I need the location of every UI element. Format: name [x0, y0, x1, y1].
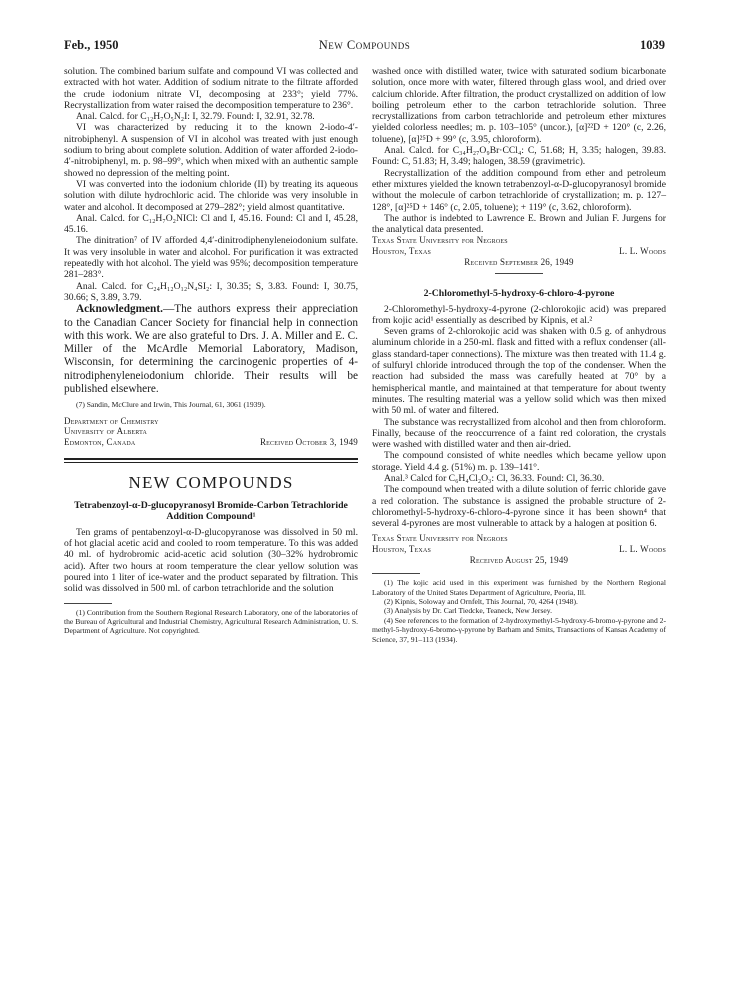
- analysis-paragraph: Anal.³ Calcd for C₆H₄Cl₂O₃: Cl, 36.33. Found: Cl, 36.30.: [384, 472, 605, 484]
- paragraph: Recrystallization of the addition compound from ether and petroleum ether mixtures yielded the known tetrabenzoyl-α-D-glucopyranosyl bromide without the molecule of carbon tetrachloride of crystallization; m. p. 127–128°, [α]²⁵D + 146° (c, 2.05, toluene); + 119° (c, 3.62, chloroform).: [372, 167, 666, 213]
- affiliation-univ: Texas State University for Negroes: [372, 533, 508, 544]
- right-column: [372, 66, 666, 644]
- paragraph: washed once with distilled water, twice with saturated sodium bicarbonate solution, once more with water, filtered through glass wool, and dried over calcium chloride. After filtration, the product crystallized on addition of low boiling petroleum ether to the carbon tetrachloride solution. Three recrystallizations from carbon tetrachloride and petroleum ether mixtures yielded colorless needles; m. p. 103–105° (uncor.), [α]²²D + 120° (c, 2.26, toluene), [α]²⁵D + 99° (c, 3.95, chloroform).: [372, 66, 666, 145]
- analysis-paragraph: Anal. Calcd. for C₂₄H₁₂O₁₂N₄SI₂: I, 30.35; S, 3.83. Found: I, 30.75, 30.66; S, 3.89, 3.79.: [64, 280, 358, 303]
- author-name: L. L. Woods: [619, 246, 666, 257]
- separator-rule: [495, 273, 543, 274]
- paragraph: The dinitration⁷ of IV afforded 4,4′-dinitrodiphenyleneiodonium sulfate. It was very insoluble in water and alcohol. For purification it was extracted repeatedly with hot alcohol. The yield was 95%; decomposition temperature 281–283°.: [64, 235, 358, 281]
- paragraph: 2-Chloromethyl-5-hydroxy-4-pyrone (2-chlorokojic acid) was prepared from kojic acid¹ essentially as described by Kipnis, et al.²: [372, 303, 666, 326]
- affiliation-dept: Department of Chemistry: [64, 415, 159, 426]
- paragraph: The substance was recrystallized from alcohol and then from chloroform. Finally, because of the reoccurrence of a faint red coloration, the crystals were washed with distilled water and then air-dried.: [372, 416, 666, 451]
- received-date: Received August 25, 1949: [469, 554, 569, 565]
- paragraph: Ten grams of pentabenzoyl-α-D-glucopyranose was dissolved in 50 ml. of hot glacial acetic acid and cooled to room temperature. To this was added 40 ml. of hydrobromic acid-acetic acid solution (30–32% hydrobromic acid). After two hours at room temperature the clear yellow solution was poured into 1 liter of ice-water and the product separated by filtration. This solid was dissolved in 500 ml. of carbon tetrachloride and the solution: [64, 526, 358, 595]
- footnote-1: (1) Contribution from the Southern Regional Research Laboratory, one of the laboratories of the Bureau of Agricultural and Industrial Chemistry, Agricultural Research Administration, U. S. Department of Agriculture. Not copyrighted.: [64, 607, 358, 636]
- analysis-paragraph: Anal. Calcd. for C₁₂H₇O₂NICl: Cl and I, 45.16. Found: Cl and I, 45.28, 45.16.: [64, 212, 358, 236]
- issue-date: Feb., 1950: [64, 38, 119, 52]
- footnote-rule: [64, 603, 112, 604]
- affiliation-city: Houston, Texas: [372, 246, 432, 257]
- received-date: Received September 26, 1949: [464, 256, 574, 267]
- reference-7: (7) Sandin, McClure and Irwin, This Journal, 61, 3061 (1939).: [76, 400, 266, 410]
- footnote-3: (3) Analysis by Dr. Carl Tiedcke, Teaneck, New Jersey.: [384, 606, 552, 616]
- footnote-rule: [372, 573, 420, 574]
- section-rule-bottom: [64, 462, 358, 463]
- article-title: Tetrabenzoyl-α-D-glucopyranosyl Bromide-Carbon Tetrachloride Addition Compound¹: [74, 499, 348, 523]
- acknowledgment: [64, 303, 358, 396]
- section-running-title: New Compounds: [318, 38, 411, 52]
- paragraph: VI was converted into the iodonium chloride (II) by treating its aqueous solution with dilute hydrochloric acid. The chloride was very insoluble in water and alcohol. It decomposed at 279–282°; yield almost quantitative.: [64, 178, 358, 213]
- paragraph: The compound when treated with a dilute solution of ferric chloride gave a red coloration. The substance is assigned the probable structure of 2-chloromethyl-5-hydroxy-6-chloro-4-pyrone since it has been shown⁴ that several 4-pyrones are most vulnerable to attack by a halogen at position 6.: [372, 484, 666, 530]
- paragraph: The author is indebted to Lawrence E. Brown and Julian F. Jurgens for the analytical data presented.: [372, 212, 666, 236]
- footnote-4: (4) See references to the formation of 2-hydroxymethyl-5-hydroxy-6-bromo-γ-pyrone and 2-methyl-5-hydroxy-6-bromo-γ-pyrone by Barham and Smits, Transactions of Kansas Academy of Science, 37, 91–113 (1934).: [372, 615, 666, 644]
- received-date: Received October 3, 1949: [259, 436, 358, 447]
- analysis-paragraph: Anal. Calcd. for C₁₂H₇O₅N₂I: I, 32.79. Found: I, 32.91, 32.78.: [76, 111, 315, 123]
- affiliation-block: [372, 533, 666, 565]
- affiliation-block: [64, 416, 358, 448]
- article-title: 2-Chloromethyl-5-hydroxy-6-chloro-4-pyrone: [423, 288, 615, 300]
- affiliation-city: Edmonton, Canada: [64, 436, 136, 447]
- affiliation-block: [372, 235, 666, 267]
- affiliation-city: Houston, Texas: [372, 544, 432, 555]
- section-rule-top: [64, 458, 358, 460]
- running-head: [64, 38, 665, 54]
- paragraph: Seven grams of 2-chlorokojic acid was shaken with 0.5 g. of anhydrous aluminum chloride in a 250-ml. flask and fitted with a reflux condenser (all-glass standard-taper connections). The mixture was then treated with 11.4 g. of sulfuryl chloride introduced through the top of the condenser. When the reaction had subsided the mass was carefully heated at 70° by a hemispherical mantle, and maintained at that temperature for about twenty minutes. The resulting material was a yellow solid which was then mixed with 50 ml. of water and filtered.: [372, 326, 666, 417]
- section-title: NEW COMPOUNDS: [128, 472, 294, 492]
- paragraph: VI was characterized by reducing it to the known 2-iodo-4′-nitrobiphenyl. A suspension of VI in alcohol was treated with just enough sodium to bring about complete solution. Addition of water afforded 2-iodo-4′-nitrobiphenyl, m. p. 98–99°, which when mixed with an authentic sample showed no depression of the melting point.: [64, 122, 358, 179]
- acknowledgment-heading: Acknowledgment.: [76, 303, 163, 316]
- paragraph: solution. The combined barium sulfate and compound VI was collected and extracted with hot water. Addition of sodium nitrate to the filtrate afforded the crude iodonium nitrate VI, decomposing at 233°; yield 77%. Recrystallization from water raised the decomposition temperature to 236°.: [64, 66, 358, 111]
- affiliation-univ: University of Alberta: [64, 426, 148, 437]
- left-column: [64, 66, 358, 636]
- acknowledgment-text: —The authors express their appreciation to the Canadian Cancer Society for financial help in connection with this work. We are also grateful to Drs. J. A. Miller and E. C. Miller of the McArdle Memorial Laboratory, Madison, Wisconsin, for determining the carcinogenic properties of 4-nitrodiphenyleneiodonium chloride. Their results will be published elsewhere.: [64, 303, 358, 396]
- footnote-2: (2) Kipnis, Soloway and Ornfelt, This Journal, 70, 4264 (1948).: [384, 597, 578, 607]
- analysis-paragraph: Anal. Calcd. for C₃₄H₂₇O₉Br·CCl₄: C, 51.68; H, 3.35; halogen, 39.83. Found: C, 51.83; H, 3.49; halogen, 38.59 (gravimetric).: [372, 145, 666, 168]
- affiliation-lab: Texas State University for Negroes: [372, 235, 508, 246]
- author-name: L. L. Woods: [619, 544, 666, 555]
- footnote-1: (1) The kojic acid used in this experiment was furnished by the Northern Regional Laboratory of the United States Department of Agriculture, Peoria, Ill.: [372, 578, 666, 597]
- page-number: 1039: [640, 38, 665, 52]
- paragraph: The compound consisted of white needles which became yellow upon storage. Yield 4.4 g. (51%) m. p. 139–141°.: [372, 450, 666, 473]
